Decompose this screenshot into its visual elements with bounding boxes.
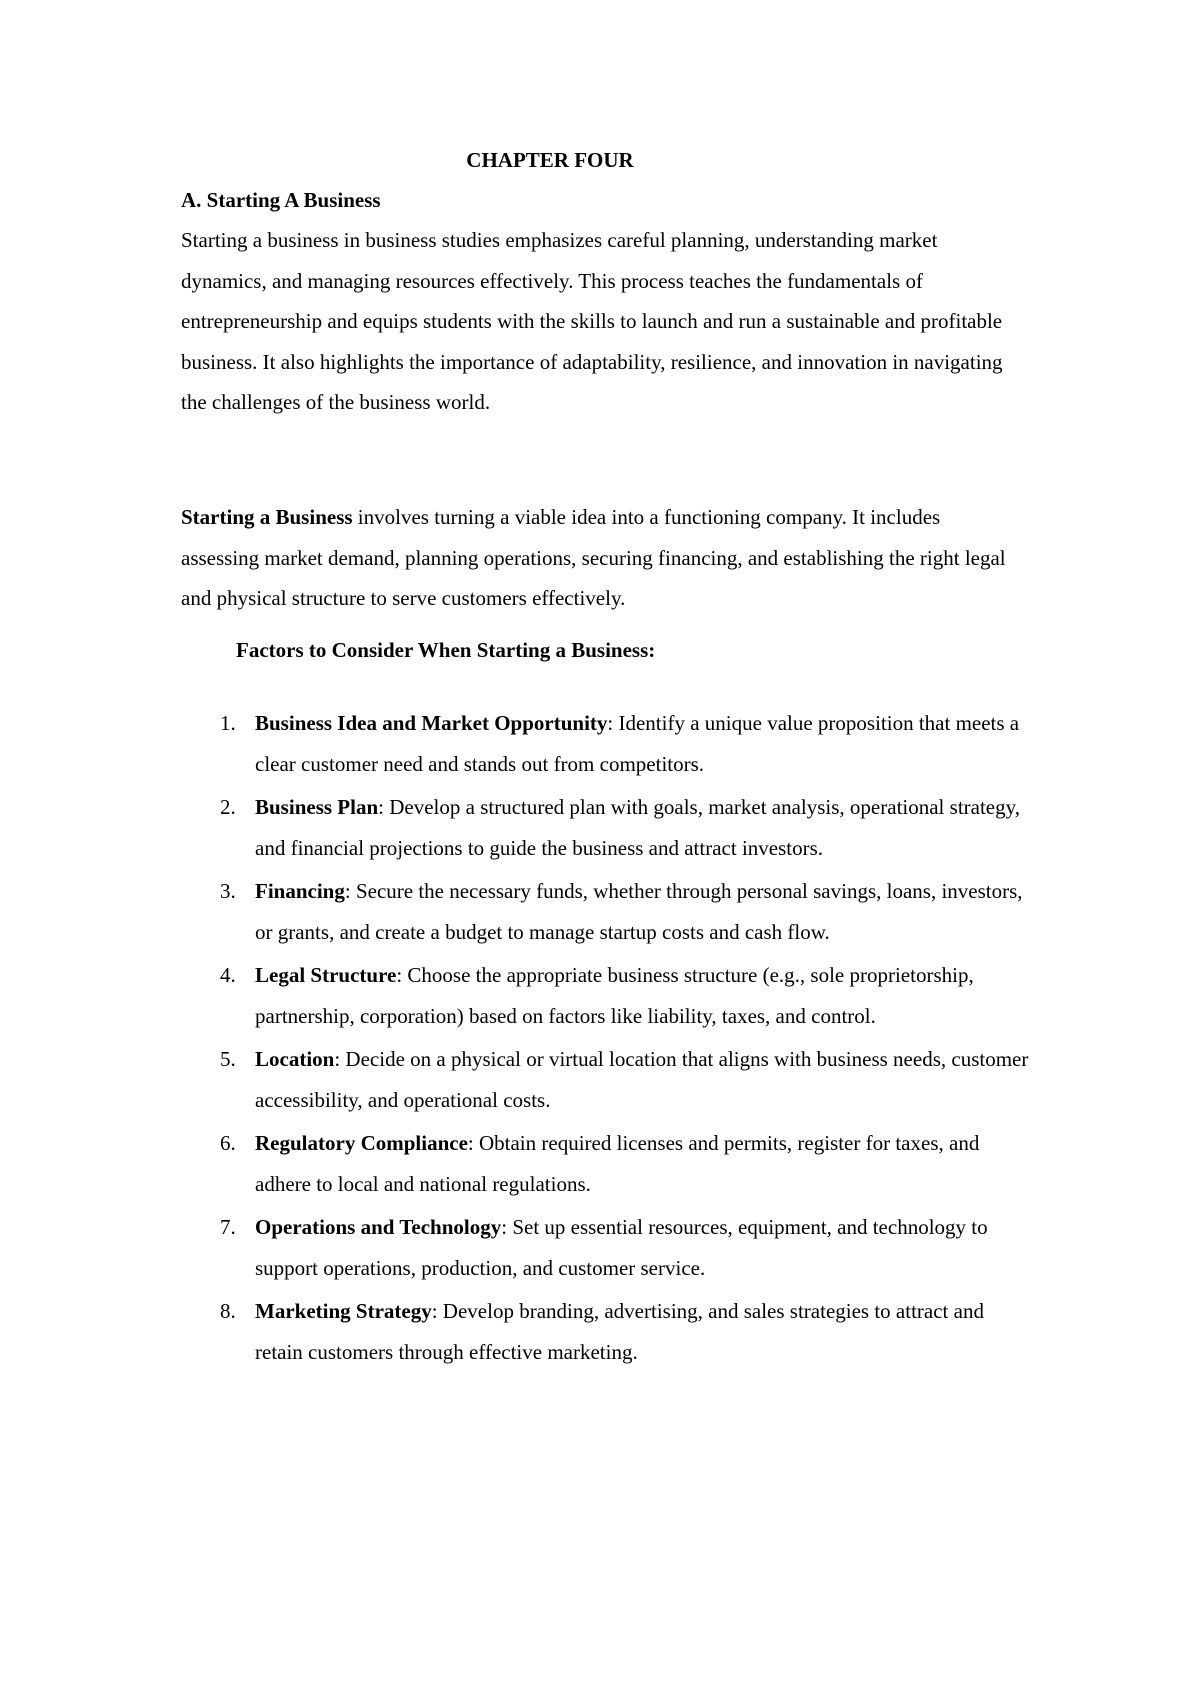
factor-number: 1. — [220, 711, 236, 735]
factor-term: Location — [255, 1047, 335, 1071]
factor-item — [181, 955, 1031, 1036]
section-heading: A. Starting A Business — [181, 188, 381, 212]
intro-paragraph: Starting a business in business studies emphasizes careful planning, understanding market dynamics, and managing resources effectively. This process teaches the fundamentals of entrepreneurship and equips students with the skills to launch and run a sustainable and profitable business. It also highlights the importance of adaptability, resilience, and innovation in navigating the challenges of the business world. — [181, 228, 1003, 414]
factor-item — [181, 1291, 1031, 1372]
factor-term: Financing — [255, 879, 345, 903]
factor-term: Marketing Strategy — [255, 1299, 432, 1323]
factor-term: Regulatory Compliance — [255, 1131, 468, 1155]
factor-number: 4. — [220, 963, 236, 987]
factor-term: Business Plan — [255, 795, 379, 819]
factor-term: Operations and Technology — [255, 1215, 502, 1239]
factor-number: 3. — [220, 879, 236, 903]
factor-text: : Choose the appropriate business structure (e.g., sole proprietorship, partnership, corporation) based on factors like liability, taxes, and control. — [255, 963, 974, 1028]
factor-item — [181, 1207, 1031, 1288]
factor-number: 6. — [220, 1131, 236, 1155]
definition-text: involves turning a viable idea into a functioning company. It includes assessing market demand, planning operations, securing financing, and establishing the right legal and physical structure to serve customers effectively. — [181, 505, 1006, 610]
definition-term: Starting a Business — [181, 505, 353, 529]
factor-number: 5. — [220, 1047, 236, 1071]
factor-term: Business Idea and Market Opportunity — [255, 711, 608, 735]
factor-item — [181, 1123, 1031, 1204]
chapter-title: CHAPTER FOUR — [466, 148, 634, 172]
factor-number: 7. — [220, 1215, 236, 1239]
factor-number: 2. — [220, 795, 236, 819]
factor-item — [181, 787, 1031, 868]
factor-text: : Identify a unique value proposition that meets a clear customer need and stands out from competitors. — [255, 711, 1020, 776]
factor-text: : Obtain required licenses and permits, register for taxes, and adhere to local and national regulations. — [255, 1131, 980, 1196]
factor-term: Legal Structure — [255, 963, 397, 987]
factor-text: : Secure the necessary funds, whether through personal savings, loans, investors, or grants, and create a budget to manage startup costs and cash flow. — [255, 879, 1023, 944]
factor-item — [181, 871, 1031, 952]
factor-text: : Decide on a physical or virtual location that aligns with business needs, customer accessibility, and operational costs. — [255, 1047, 1029, 1112]
factor-text: : Develop branding, advertising, and sales strategies to attract and retain customers through effective marketing. — [255, 1299, 984, 1364]
factor-text: : Develop a structured plan with goals, market analysis, operational strategy, and financial projections to guide the business and attract investors. — [255, 795, 1021, 860]
factors-heading: Factors to Consider When Starting a Business: — [236, 638, 656, 662]
factor-text: : Set up essential resources, equipment, and technology to support operations, production, and customer service. — [255, 1215, 988, 1280]
factor-item — [181, 1039, 1031, 1120]
definition-paragraph — [181, 497, 1021, 619]
factor-number: 8. — [220, 1299, 236, 1323]
factor-item — [181, 703, 1031, 784]
factors-list — [181, 703, 1031, 1375]
